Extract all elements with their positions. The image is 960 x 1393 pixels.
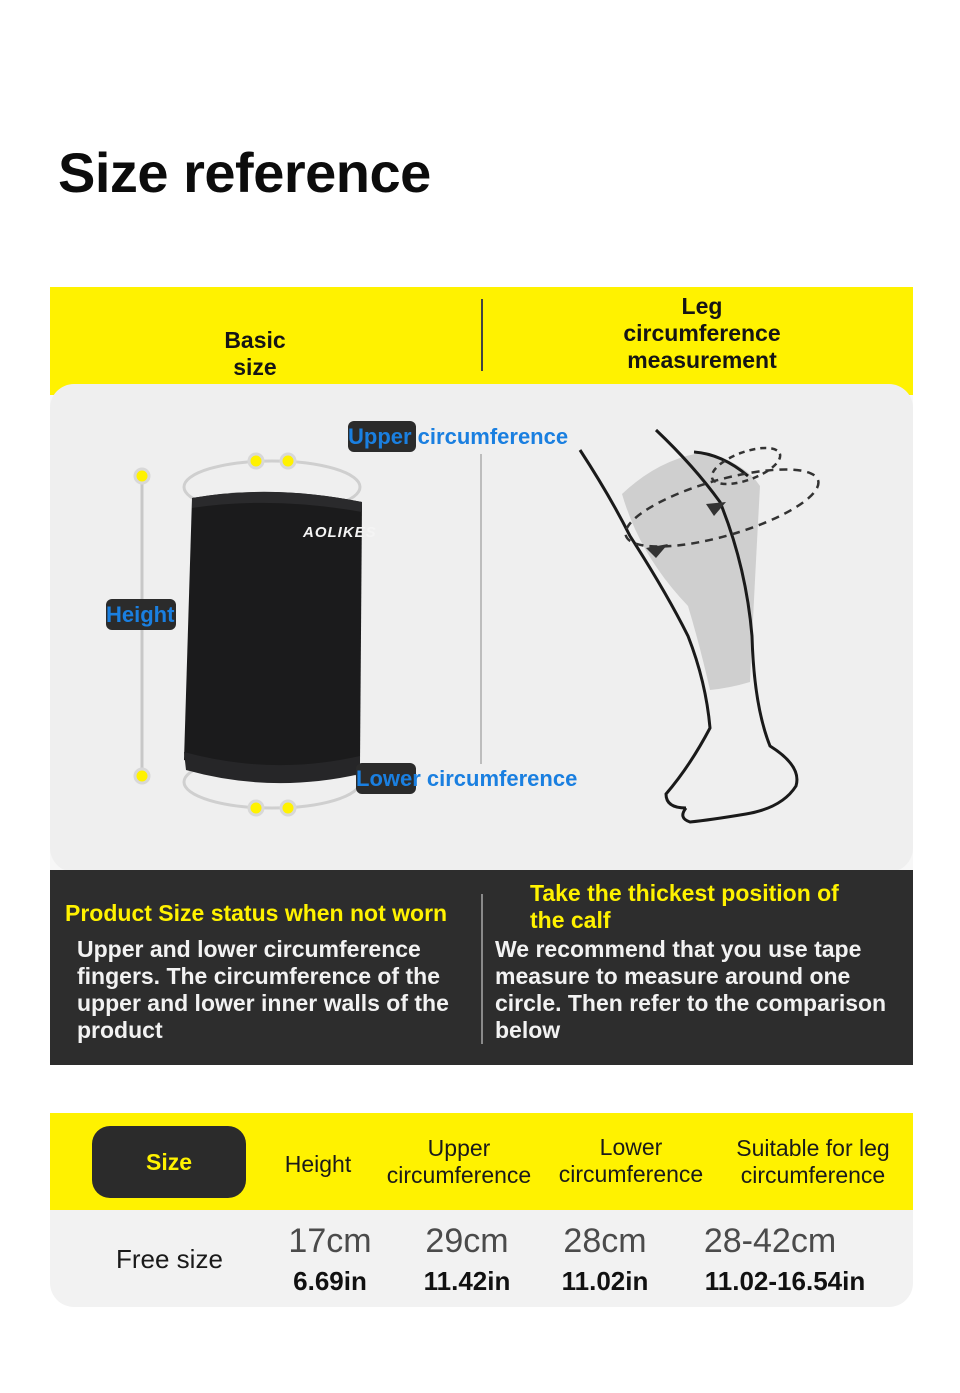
right-note-title: Take the thickest position of the calf [530, 880, 839, 933]
header-upper: Upper circumference [386, 1135, 532, 1188]
left-note-text: Upper and lower circumference fingers. The circumference of the upper and lower inner walls of the product [77, 936, 449, 1043]
upper-cm: 29cm [425, 1222, 509, 1260]
header-lower: Lower circumference [558, 1134, 704, 1187]
diagram-body [50, 384, 913, 872]
label-height: Height [106, 599, 174, 630]
diagram-divider [480, 454, 482, 764]
diagram-header [50, 287, 913, 395]
left-note-title: Product Size status when not worn [65, 900, 448, 926]
suitable-cm: 28-42cm [703, 1222, 837, 1260]
header-divider [481, 299, 483, 371]
size-table [50, 1113, 913, 1307]
header-height: Height [284, 1151, 352, 1177]
leg-illustration [570, 406, 870, 836]
lower-in: 11.02in [561, 1266, 649, 1296]
height-cm: 17cm [288, 1222, 372, 1260]
table-row [50, 1210, 913, 1307]
upper-in: 11.42in [423, 1266, 511, 1296]
label-upper-circumference: Upper circumference [348, 421, 568, 452]
brand-logo: AOLIKES [303, 524, 377, 541]
header-size: Size [92, 1126, 246, 1198]
header-basic-size: Basic size [224, 327, 286, 380]
label-lower-circumference: Lower circumference [356, 763, 577, 794]
header-suitable: Suitable for leg circumference [736, 1135, 890, 1188]
page-title: Size reference [58, 141, 431, 204]
suitable-in: 11.02-16.54in [704, 1266, 866, 1296]
height-in: 6.69in [293, 1266, 367, 1296]
row-size-label: Free size [116, 1244, 223, 1274]
size-table-header [50, 1113, 913, 1210]
diagram-footer [50, 870, 913, 1065]
header-leg-measurement: Leg circumference measurement [623, 293, 781, 373]
lower-cm: 28cm [563, 1222, 647, 1260]
size-diagram-card [50, 287, 913, 1065]
right-note-text: We recommend that you use tape measure to measure around one circle. Then refer to the comparison below [495, 936, 887, 1043]
footer-divider [481, 894, 483, 1044]
